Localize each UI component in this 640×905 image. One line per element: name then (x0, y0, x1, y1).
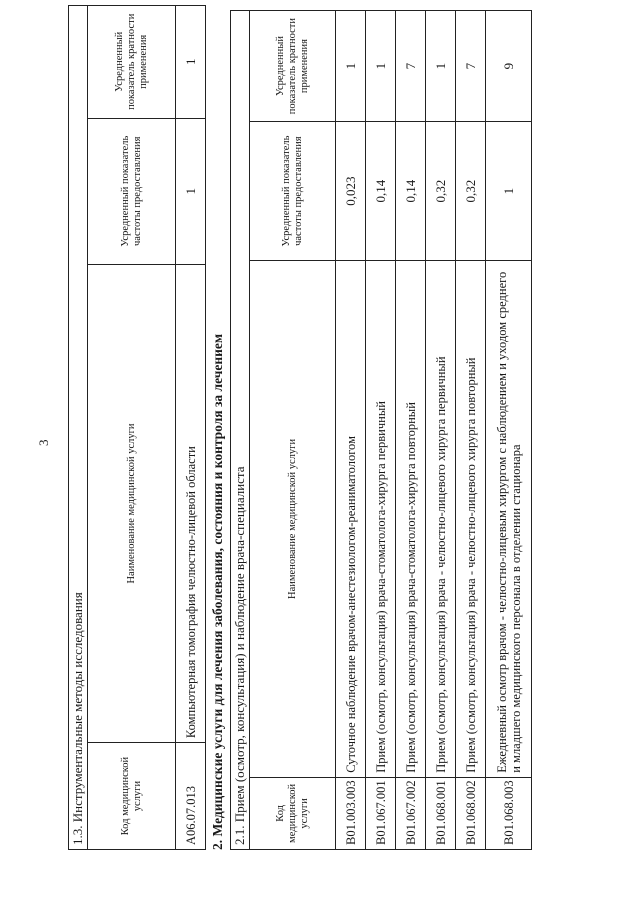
specialist-consultations-table (230, 10, 532, 850)
page-number: 3 (36, 439, 51, 446)
service-frequency: 0,023 (336, 122, 366, 261)
header-multiplicity: Усредненный показатель кратности применения (250, 11, 336, 122)
service-frequency: 1 (176, 118, 206, 264)
service-code: А06.07.013 (176, 743, 206, 850)
service-code: В01.067.001 (366, 777, 396, 849)
service-frequency: 0,32 (426, 122, 456, 261)
header-frequency: Усредненный показатель частоты предоставления (88, 118, 176, 264)
service-code: В01.068.002 (456, 777, 486, 849)
service-frequency: 0,32 (456, 122, 486, 261)
table-row (396, 11, 426, 850)
service-name: Прием (осмотр, консультация) врача - челюстно-лицевого хирурга первичный (426, 261, 456, 778)
service-name: Компьютерная томография челюстно-лицевой области (176, 264, 206, 742)
header-frequency: Усредненный показатель частоты предоставления (250, 122, 336, 261)
service-code: В01.067.002 (396, 777, 426, 849)
service-code: В01.003.003 (336, 777, 366, 849)
table-row (176, 6, 206, 850)
header-name: Наименование медицинской услуги (250, 261, 336, 778)
service-name: Суточное наблюдение врачом-анестезиологом-реаниматологом (336, 261, 366, 778)
instrumental-methods-table (68, 5, 206, 850)
table-row (426, 11, 456, 850)
section-1-3-title: 1.3. Инструментальные методы исследования (69, 6, 88, 850)
table-row (456, 11, 486, 850)
section-2-1-title: 2.1. Прием (осмотр, консультация) и наблюдение врача-специалиста (231, 11, 250, 850)
service-multiplicity: 1 (336, 11, 366, 122)
service-multiplicity: 9 (486, 11, 532, 122)
service-frequency: 1 (486, 122, 532, 261)
header-name: Наименование медицинской услуги (88, 264, 176, 742)
service-frequency: 0,14 (396, 122, 426, 261)
table-row (486, 11, 532, 850)
header-multiplicity: Усредненный показатель кратности применения (88, 6, 176, 119)
service-code: В01.068.001 (426, 777, 456, 849)
header-code: Код медицинской услуги (88, 743, 176, 850)
service-multiplicity: 7 (456, 11, 486, 122)
header-code: Код медицинской услуги (250, 777, 336, 849)
service-multiplicity: 7 (396, 11, 426, 122)
service-name: Прием (осмотр, консультация) врача-стоматолога-хирурга первичный (366, 261, 396, 778)
table-row (336, 11, 366, 850)
service-multiplicity: 1 (366, 11, 396, 122)
service-multiplicity: 1 (176, 6, 206, 119)
service-name: Прием (осмотр, консультация) врача-стоматолога-хирурга повторный (396, 261, 426, 778)
table-row (366, 11, 396, 850)
service-name: Прием (осмотр, консультация) врача - челюстно-лицевого хирурга повторный (456, 261, 486, 778)
section-2-title: 2. Медицинские услуги для лечения заболевания, состояния и контроля за лечением (210, 333, 225, 850)
service-multiplicity: 1 (426, 11, 456, 122)
service-name: Ежедневный осмотр врачом - челюстно-лицевым хирургом с наблюдением и уходом среднего и младшего медицинского персонала в отделении стационара (486, 261, 532, 778)
service-code: В01.068.003 (486, 777, 532, 849)
service-frequency: 0,14 (366, 122, 396, 261)
